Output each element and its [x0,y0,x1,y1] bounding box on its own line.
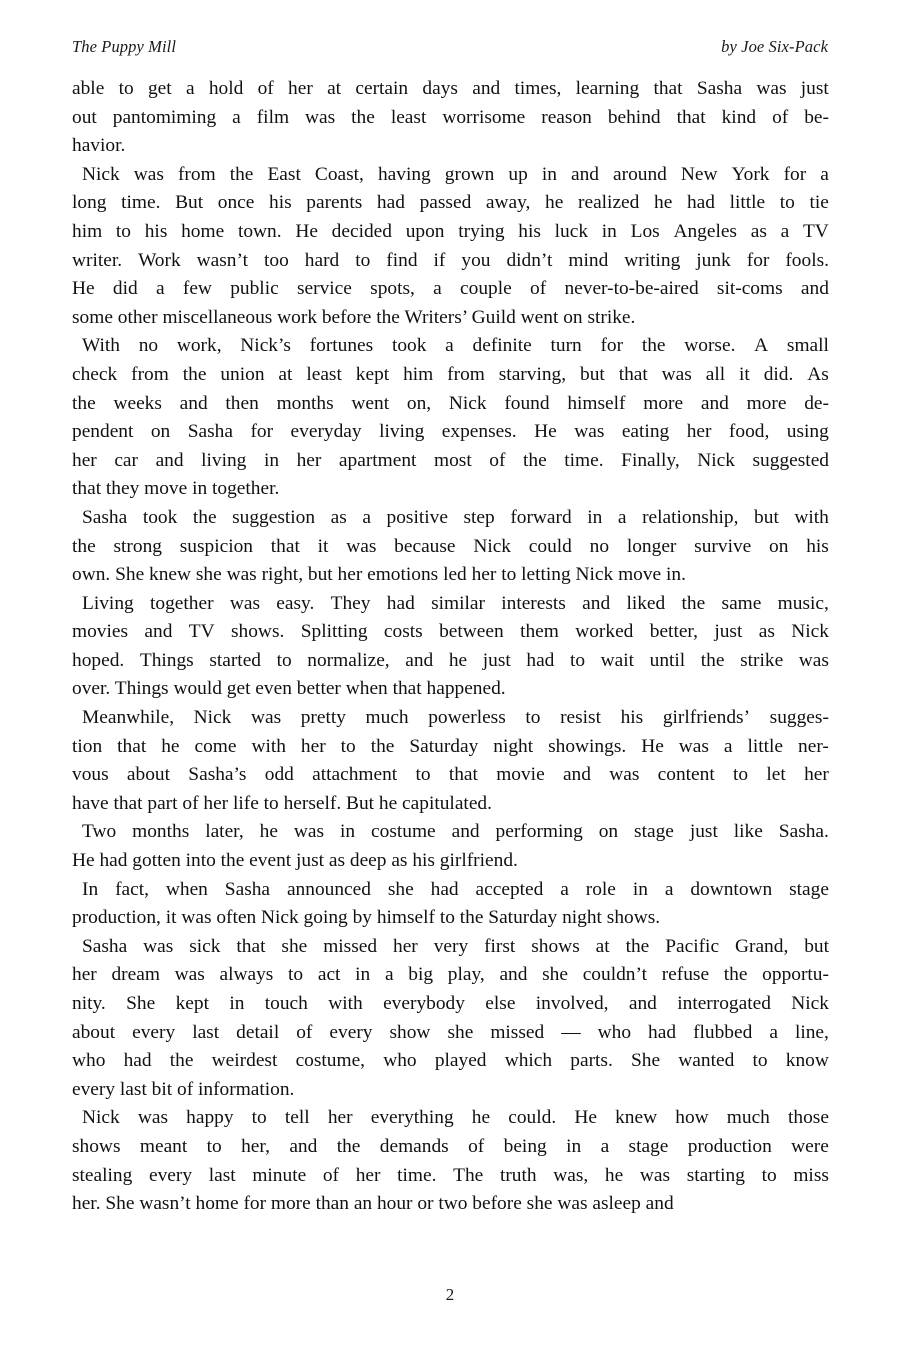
header-author: by Joe Six-Pack [721,37,828,56]
paragraph [72,590,829,704]
text-line: tion that he come with her to the Saturday night showings. He was a little ner- [72,735,829,757]
text-line: writer. Work wasn’t too hard to find if you didn’t mind writing junk for fools. [72,249,829,271]
text-line: who had the weirdest costume, who played which parts. She wanted to know [72,1050,829,1072]
page-number: 2 [445,1285,455,1304]
paragraph [72,1104,829,1218]
text-line: that they move in together. [72,478,280,500]
text-line: Nick was happy to tell her everything he could. He knew how much those [82,1107,829,1129]
text-line: the strong suspicion that it was because Nick could no longer survive on his [72,535,829,557]
text-line: Sasha took the suggestion as a positive step forward in a relationship, but with [82,506,829,528]
text-line: over. Things would get even better when that happened. [72,678,506,700]
text-line: some other miscellaneous work before the Writers’ Guild went on strike. [72,306,636,328]
text-line: her. She wasn’t home for more than an hour or two before she was asleep and [72,1193,674,1215]
running-header [72,36,828,58]
text-line: Meanwhile, Nick was pretty much powerless to resist his girlfriends’ sugges- [82,707,829,729]
text-line: Living together was easy. They had similar interests and liked the same music, [82,592,829,614]
paragraph [72,75,829,161]
text-line: out pantomiming a film was the least worrisome reason behind that kind of be- [72,106,829,128]
text-line: own. She knew she was right, but her emotions led her to letting Nick move in. [72,564,686,586]
text-line: him to his home town. He decided upon trying his luck in Los Angeles as a TV [72,220,829,242]
text-line: stealing every last minute of her time. The truth was, he was starting to miss [72,1164,829,1186]
text-line: her car and living in her apartment most of the time. Finally, Nick suggested [72,449,829,471]
text-line: Two months later, he was in costume and performing on stage just like Sasha. [82,821,829,843]
paragraph [72,504,829,590]
text-line: In fact, when Sasha announced she had accepted a role in a downtown stage [82,878,829,900]
text-line: the weeks and then months went on, Nick found himself more and more de- [72,392,829,414]
text-line: movies and TV shows. Splitting costs between them worked better, just as Nick [72,621,829,643]
paragraph [72,704,829,818]
text-line: pendent on Sasha for everyday living expenses. He was eating her food, using [72,421,829,443]
text-line: her dream was always to act in a big play, and she couldn’t refuse the opportu- [72,964,829,986]
text-line: long time. But once his parents had passed away, he realized he had little to tie [72,192,829,214]
text-line: He did a few public service spots, a couple of never-to-be-aired sit-coms and [72,278,829,300]
paragraph [72,818,829,875]
body-text [72,75,829,1219]
text-line: have that part of her life to herself. But he capitulated. [72,792,492,814]
paragraph [72,161,829,333]
text-line: hoped. Things started to normalize, and he just had to wait until the strike was [72,649,829,671]
text-line: Sasha was sick that she missed her very first shows at the Pacific Grand, but [82,935,829,957]
text-line: Nick was from the East Coast, having grown up in and around New York for a [82,163,829,185]
header-book-title: The Puppy Mill [72,37,177,56]
text-line: vous about Sasha’s odd attachment to that movie and was content to let her [72,764,829,786]
text-line: nity. She kept in touch with everybody else involved, and interrogated Nick [72,993,829,1014]
text-line: production, it was often Nick going by himself to the Saturday night shows. [72,907,661,929]
paragraph [72,332,829,504]
text-line: shows meant to her, and the demands of being in a stage production were [72,1135,829,1157]
text-line: havior. [72,135,126,157]
paragraph [72,933,829,1105]
text-line: With no work, Nick’s fortunes took a definite turn for the worse. A small [82,335,829,357]
paragraph [72,876,829,933]
text-line: He had gotten into the event just as deep as his girlfriend. [72,850,518,872]
text-line: every last bit of information. [72,1078,295,1100]
text-line: about every last detail of every show she missed — who had flubbed a line, [72,1021,829,1043]
text-line: check from the union at least kept him from starving, but that was all it did. As [72,363,829,385]
text-line: able to get a hold of her at certain days and times, learning that Sasha was just [72,78,829,99]
